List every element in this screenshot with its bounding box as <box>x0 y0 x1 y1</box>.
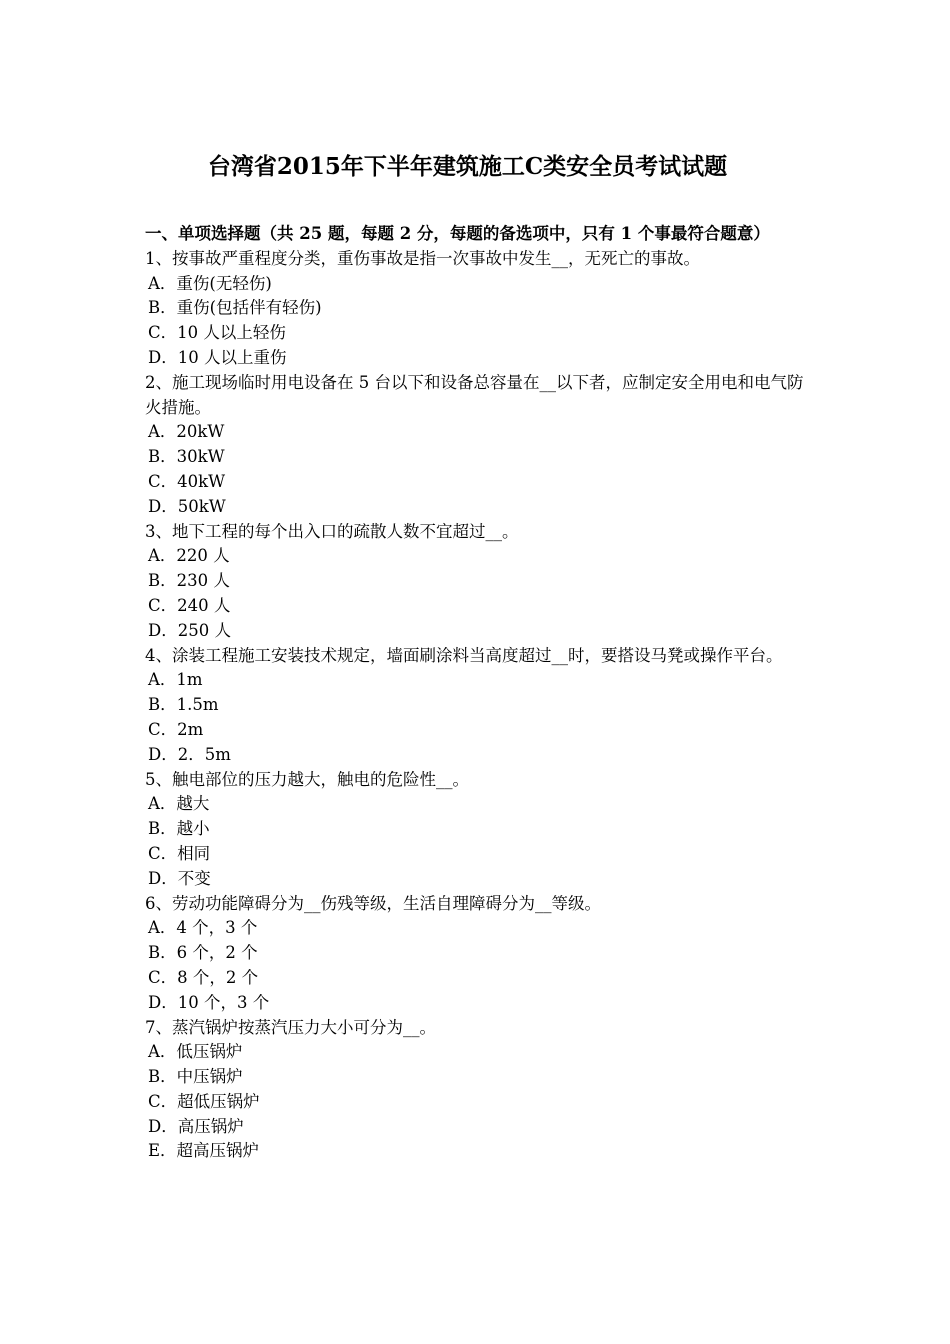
question-stem: 3、地下工程的每个出入口的疏散人数不宜超过__。 <box>145 521 519 541</box>
answer-option: B．中压锅炉 <box>148 1067 243 1087</box>
answer-option: C．2m <box>148 719 204 739</box>
question-list <box>145 247 810 1164</box>
answer-option: D．50kW <box>148 496 226 516</box>
answer-option: C．10 人以上轻伤 <box>148 323 286 343</box>
answer-option: E．超高压锅炉 <box>148 1141 260 1161</box>
answer-option: C．40kW <box>148 471 226 491</box>
question-item <box>145 371 810 520</box>
answer-option: D．2．5m <box>148 744 231 764</box>
question-item <box>145 1016 810 1165</box>
answer-option: C．240 人 <box>148 595 231 615</box>
answer-option: B．230 人 <box>148 571 230 591</box>
question-item <box>145 247 810 371</box>
question-stem: 1、按事故严重程度分类，重伤事故是指一次事故中发生__，无死亡的事故。 <box>145 248 700 268</box>
question-stem: 6、劳动功能障碍分为__伤残等级，生活自理障碍分为__等级。 <box>145 893 601 913</box>
answer-option: C．超低压锅炉 <box>148 1091 260 1111</box>
question-stem: 2、施工现场临时用电设备在 5 台以下和设备总容量在__以下者，应制定安全用电和电气防火措施。 <box>145 372 804 417</box>
answer-option: A．越大 <box>148 794 210 814</box>
question-item <box>145 768 810 892</box>
answer-option: D．不变 <box>148 868 211 888</box>
section-heading: 一、单项选择题（共 25 题，每题 2 分，每题的备选项中，只有 1 个事最符合题意） <box>145 224 770 243</box>
answer-option: D．250 人 <box>148 620 231 640</box>
answer-option: A．低压锅炉 <box>148 1042 243 1062</box>
answer-option: B．重伤(包括伴有轻伤) <box>148 298 322 318</box>
answer-option: B．1.5m <box>148 695 219 715</box>
question-stem: 5、触电部位的压力越大，触电的危险性__。 <box>145 769 469 789</box>
answer-option: A．4 个，3 个 <box>148 918 258 938</box>
answer-option: D．10 个，3 个 <box>148 992 270 1012</box>
answer-option: B．6 个，2 个 <box>148 943 258 963</box>
question-item <box>145 644 810 768</box>
answer-option: D．10 人以上重伤 <box>148 347 287 367</box>
answer-option: A．重伤(无轻伤) <box>148 273 272 293</box>
question-item <box>145 892 810 1016</box>
question-stem: 4、涂装工程施工安装技术规定，墙面刷涂料当高度超过__时，要搭设马凳或操作平台。 <box>145 645 783 665</box>
answer-option: A．220 人 <box>148 546 230 566</box>
answer-option: A．20kW <box>148 422 225 442</box>
answer-option: B．30kW <box>148 447 225 467</box>
answer-option: D．高压锅炉 <box>148 1116 244 1136</box>
document-title: 台湾省2015年下半年建筑施工C类安全员考试试题 <box>207 153 728 180</box>
question-stem: 7、蒸汽锅炉按蒸汽压力大小可分为__。 <box>145 1017 436 1037</box>
answer-option: C．相同 <box>148 843 211 863</box>
answer-option: C．8 个，2 个 <box>148 967 259 987</box>
question-item <box>145 520 810 644</box>
answer-option: A．1m <box>148 670 203 690</box>
answer-option: B．越小 <box>148 819 210 839</box>
document-page <box>145 150 810 1164</box>
